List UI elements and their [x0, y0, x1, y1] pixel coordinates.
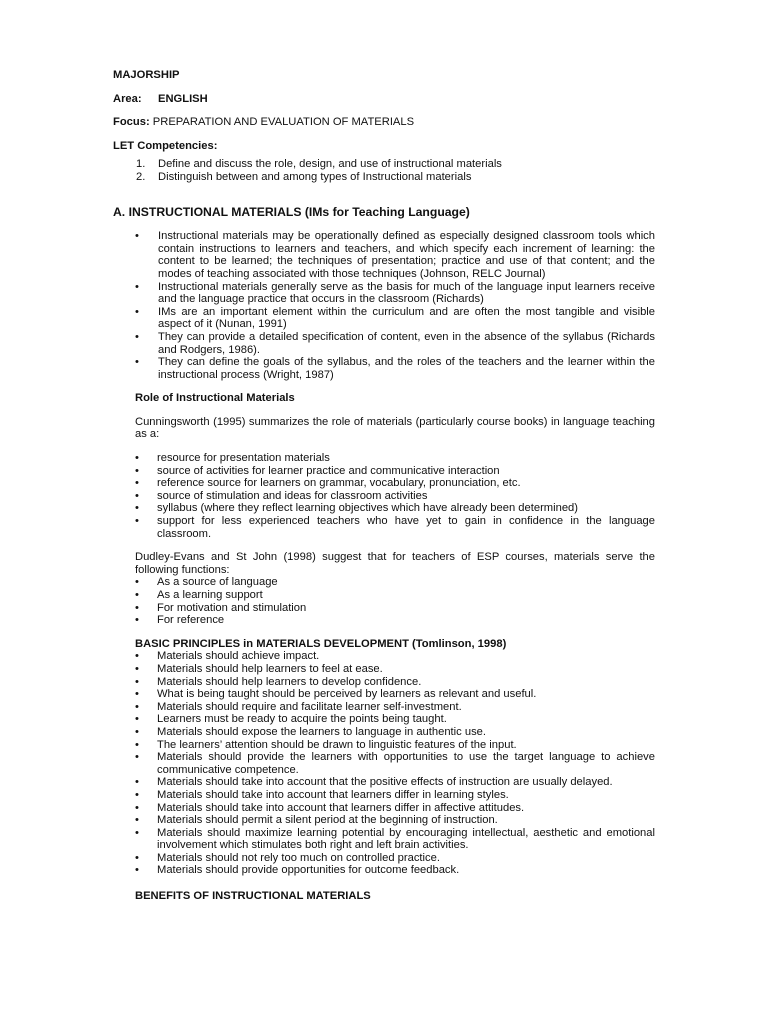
list-item-text: Materials should take into account that learners differ in affective attitudes.: [157, 801, 525, 814]
list-item-text: source of stimulation and ideas for classroom activities: [157, 489, 428, 502]
list-item: [135, 814, 655, 827]
bullet-icon: •: [135, 788, 139, 801]
bullet-icon: •: [135, 601, 139, 614]
list-item: [135, 713, 655, 726]
list-item: [135, 477, 655, 490]
list-item-text: Materials should take into account that the positive effects of instruction are usually delayed.: [157, 776, 613, 789]
list-item-text: What is being taught should be perceived by learners as relevant and useful.: [157, 688, 537, 701]
list-item-text: Instructional materials generally serve as the basis for much of the language input learners receive and the language practice that occurs in the classroom (Richards): [158, 280, 655, 306]
list-item-text: source of activities for learner practice and communicative interaction: [157, 464, 500, 477]
bullet-icon: •: [135, 713, 139, 726]
list-item-text: reference source for learners on grammar, vocabulary, pronunciation, etc.: [157, 477, 521, 490]
list-item: [135, 802, 655, 815]
list-item: [135, 776, 655, 789]
majorship-heading: MAJORSHIP: [113, 69, 180, 81]
competency-item: [113, 158, 655, 171]
list-item-text: Instructional materials may be operationally defined as especially designed classroom tools which contain instructions to learners and teachers, and which specify each increment of learning: the content to be learned; the techniques of presentation; practice and use of that content; and the modes of teaching associated with those techniques (Johnson, RELC Journal): [158, 230, 655, 280]
list-item: [135, 614, 655, 627]
bullet-icon: •: [135, 688, 139, 701]
bullet-icon: •: [135, 230, 139, 243]
bullet-icon: •: [135, 464, 139, 477]
list-item-text: support for less experienced teachers who have yet to gain in confidence in the language classroom.: [157, 515, 655, 540]
list-item-text: Materials should not rely too much on controlled practice.: [157, 851, 440, 864]
bullet-icon: •: [135, 502, 139, 515]
bullet-icon: •: [135, 864, 139, 877]
list-item-text: Materials should require and facilitate learner self-investment.: [157, 700, 462, 713]
principles-bullets: [135, 650, 655, 877]
bullet-icon: •: [135, 826, 139, 839]
esp-bullets: [135, 576, 655, 626]
list-item-text: For reference: [157, 614, 225, 627]
section-a-bullets: [113, 230, 655, 381]
bullet-icon: •: [135, 700, 139, 713]
list-item-text: IMs are an important element within the curriculum and are often the most tangible and visible aspect of it (Nunan, 1991): [158, 305, 655, 331]
principles-title: BASIC PRINCIPLES in MATERIALS DEVELOPMENT (Tomlinson, 1998): [135, 637, 507, 650]
competency-number: 1.: [136, 158, 146, 171]
bullet-icon: •: [135, 330, 139, 343]
list-item-text: Materials should achieve impact.: [157, 650, 320, 663]
competencies-list: [113, 158, 655, 183]
bullet-icon: •: [135, 515, 139, 528]
list-item-text: As a source of language: [157, 576, 278, 589]
bullet-icon: •: [135, 452, 139, 465]
list-item-text: They can define the goals of the syllabus, and the roles of the teachers and the learner within the instructional process (Wright, 1987): [158, 356, 655, 381]
bullet-icon: •: [135, 576, 139, 589]
list-item-text: Materials should help learners to develop confidence.: [157, 675, 422, 688]
bullet-icon: •: [135, 662, 139, 675]
competency-item: [113, 171, 655, 184]
list-item: [135, 465, 655, 478]
area-label: Area:: [113, 92, 142, 105]
bullet-icon: •: [135, 725, 139, 738]
list-item: [135, 452, 655, 465]
role-bullets: [135, 452, 655, 540]
list-item-text: As a learning support: [157, 589, 263, 601]
bullet-icon: •: [135, 477, 139, 490]
list-item: [113, 331, 655, 356]
bullet-icon: •: [135, 280, 139, 293]
role-intro: Cunningsworth (1995) summarizes the role of materials (particularly course books) in language teaching as a:: [135, 415, 655, 441]
bullet-icon: •: [135, 614, 139, 627]
list-item: [135, 739, 655, 752]
list-item: [113, 281, 655, 306]
list-item: [135, 789, 655, 802]
list-item: [135, 676, 655, 689]
bullet-icon: •: [135, 776, 139, 789]
list-item-text: Materials should provide the learners with opportunities to use the target language to achieve communicative competence.: [157, 751, 655, 776]
focus-value: PREPARATION AND EVALUATION OF MATERIALS: [152, 116, 415, 129]
focus-line: [113, 116, 655, 129]
competency-number: 2.: [136, 170, 146, 183]
list-item: [135, 701, 655, 714]
list-item-text: For motivation and stimulation: [157, 601, 307, 614]
list-item: [135, 515, 655, 540]
list-item-text: Materials should maximize learning potential by encouraging intellectual, aesthetic and emotional involvement which stimulates both right and left brain activities.: [157, 826, 655, 852]
list-item: [135, 589, 655, 602]
bullet-icon: •: [135, 738, 139, 751]
competency-text: Define and discuss the role, design, and use of instructional materials: [158, 158, 502, 171]
list-item-text: syllabus (where they reflect learning objectives which have already been determined): [157, 502, 579, 515]
list-item-text: Learners must be ready to acquire the points being taught.: [157, 713, 447, 726]
bullet-icon: •: [135, 489, 139, 502]
benefits-title: BENEFITS OF INSTRUCTIONAL MATERIALS: [135, 890, 371, 903]
role-title: Role of Instructional Materials: [135, 392, 295, 405]
list-item: [135, 852, 655, 865]
list-item: [113, 230, 655, 280]
let-competencies-heading: LET Competencies:: [113, 139, 218, 152]
list-item: [135, 688, 655, 701]
list-item: [135, 602, 655, 615]
list-item: [113, 306, 655, 331]
esp-intro: Dudley-Evans and St John (1998) suggest that for teachers of ESP courses, materials serve the following functions:: [135, 551, 655, 576]
bullet-icon: •: [135, 801, 139, 814]
focus-label: Focus:: [113, 116, 150, 129]
list-item: [135, 650, 655, 663]
bullet-icon: •: [135, 751, 139, 764]
bullet-icon: •: [135, 305, 139, 318]
list-item: [135, 663, 655, 676]
bullet-icon: •: [135, 589, 139, 601]
list-item: [135, 751, 655, 776]
bullet-icon: •: [135, 650, 139, 663]
list-item-text: The learners’ attention should be drawn to linguistic features of the input.: [157, 738, 517, 751]
section-a-body: [135, 392, 655, 902]
competency-text: Distinguish between and among types of Instructional materials: [158, 170, 472, 183]
list-item: [135, 827, 655, 852]
area-value: ENGLISH: [158, 92, 208, 105]
area-line: [113, 93, 655, 106]
list-item-text: Materials should provide opportunities for outcome feedback.: [157, 864, 460, 877]
list-item-text: Materials should permit a silent period at the beginning of instruction.: [157, 814, 498, 827]
bullet-icon: •: [135, 814, 139, 827]
list-item: [135, 864, 655, 877]
list-item-text: Materials should expose the learners to language in authentic use.: [157, 725, 486, 738]
list-item: [135, 490, 655, 503]
list-item: [113, 356, 655, 381]
list-item: [135, 502, 655, 515]
list-item-text: Materials should help learners to feel at ease.: [157, 662, 383, 675]
list-item-text: They can provide a detailed specification of content, even in the absence of the syllabus (Richards and Rodgers, 1986).: [158, 330, 655, 356]
section-a-title: A. INSTRUCTIONAL MATERIALS (IMs for Teaching Language): [113, 204, 470, 219]
list-item-text: resource for presentation materials: [157, 452, 330, 465]
bullet-icon: •: [135, 851, 139, 864]
list-item: [135, 726, 655, 739]
list-item: [135, 576, 655, 589]
bullet-icon: •: [135, 356, 139, 369]
list-item-text: Materials should take into account that learners differ in learning styles.: [157, 788, 509, 801]
bullet-icon: •: [135, 675, 139, 688]
